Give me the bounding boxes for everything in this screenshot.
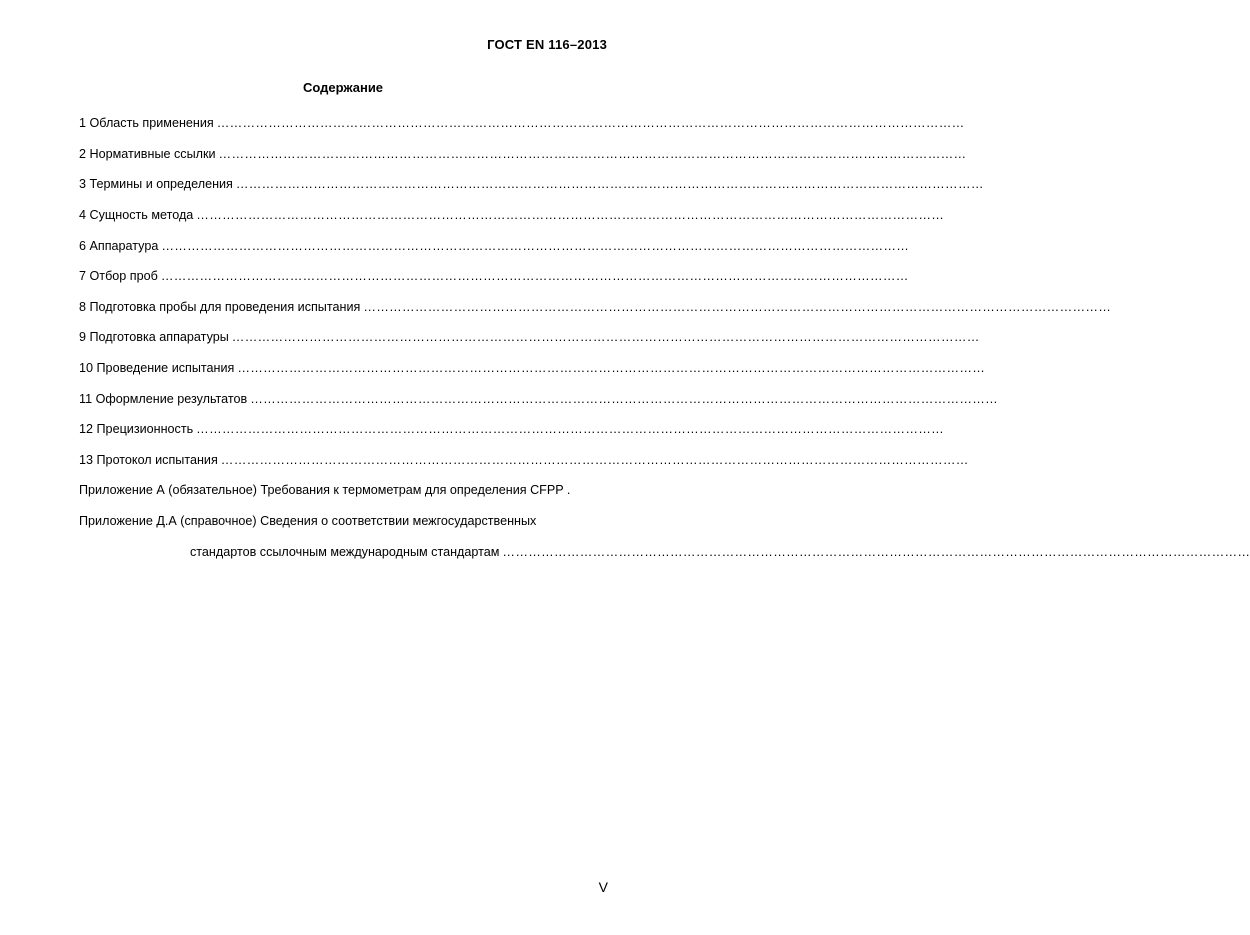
toc-entry-label: 11 Оформление результатов	[79, 391, 248, 406]
toc-entry-apparatus-preparation[interactable]	[79, 322, 980, 353]
toc-title: Содержание	[302, 80, 384, 95]
toc-entry-label: 13 Протокол испытания	[79, 452, 218, 467]
toc-entry-label: Приложение Д.А (справочное) Сведения о соответствии межгосударственных	[79, 514, 537, 529]
toc-entry-precision[interactable]	[79, 414, 945, 445]
toc-entry-label: 12 Прецизионность	[79, 422, 194, 437]
toc-leader-dots: …………………………………………………………………………………………………………………………………………………………	[220, 452, 969, 467]
toc-entry-label: стандартов ссылочным международным стандартам	[190, 544, 500, 559]
toc-entry-label: 2 Нормативные ссылки	[79, 146, 216, 161]
toc-entry-label: 7 Отбор проб	[79, 269, 158, 284]
toc-entry-annex-da[interactable]	[79, 506, 609, 537]
toc-leader-dots: …………………………………………………………………………………………………………………………………………………………	[160, 269, 909, 284]
toc-entry-test-report[interactable]	[79, 445, 969, 476]
toc-entry-label: 1 Область применения	[79, 116, 214, 131]
toc-leader-dots: …………………………………………………………………………………………………………………………………………………………	[231, 330, 980, 345]
table-of-contents	[79, 108, 1250, 567]
toc-entry-annex-da-continuation[interactable]	[79, 536, 1250, 567]
toc-entry-procedure[interactable]	[79, 353, 986, 384]
toc-entry-scope[interactable]	[79, 108, 965, 139]
toc-leader-dots: …………………………………………………………………………………………………………………………………………………………	[235, 177, 984, 192]
toc-leader-dots: …………………………………………………………………………………………………………………………………………………………	[502, 544, 1250, 559]
toc-entry-label: 8 Подготовка пробы для проведения испытания	[79, 299, 361, 314]
toc-entry-label: 4 Сущность метода	[79, 208, 194, 223]
toc-leader-dots: …………………………………………………………………………………………………………………………………………………………	[216, 116, 965, 131]
toc-entry-annex-a[interactable]	[79, 475, 609, 506]
toc-entry-label: 9 Подготовка аппаратуры	[79, 330, 229, 345]
toc-leader-dots: …………………………………………………………………………………………………………………………………………………………	[363, 299, 1112, 314]
toc-leader-dots: …………………………………………………………………………………………………………………………………………………………	[237, 361, 986, 376]
toc-entry-method-principle[interactable]	[79, 200, 945, 231]
toc-entry-sample-preparation[interactable]	[79, 292, 1112, 323]
toc-leader-dots: …………………………………………………………………………………………………………………………………………………………	[161, 238, 910, 253]
toc-entry-label: 10 Проведение испытания	[79, 361, 235, 376]
toc-entry-sampling[interactable]	[79, 261, 909, 292]
document-code: ГОСТ EN 116–2013	[487, 37, 607, 52]
toc-entry-terms-definitions[interactable]	[79, 169, 984, 200]
toc-leader-dots: …………………………………………………………………………………………………………………………………………………………	[196, 422, 945, 437]
toc-entry-apparatus[interactable]	[79, 230, 910, 261]
toc-entry-label: 6 Аппаратура	[79, 238, 159, 253]
page-number: V	[598, 879, 608, 895]
toc-entry-results[interactable]	[79, 383, 999, 414]
toc-leader-dots: …………………………………………………………………………………………………………………………………………………………	[196, 208, 945, 223]
toc-entry-normative-references[interactable]	[79, 139, 967, 170]
toc-entry-label: Приложение А (обязательное) Требования к термометрам для определения CFPP .	[79, 483, 571, 498]
toc-entry-label: 3 Термины и определения	[79, 177, 233, 192]
toc-leader-dots: …………………………………………………………………………………………………………………………………………………………	[218, 146, 967, 161]
toc-leader-dots: …………………………………………………………………………………………………………………………………………………………	[250, 391, 999, 406]
